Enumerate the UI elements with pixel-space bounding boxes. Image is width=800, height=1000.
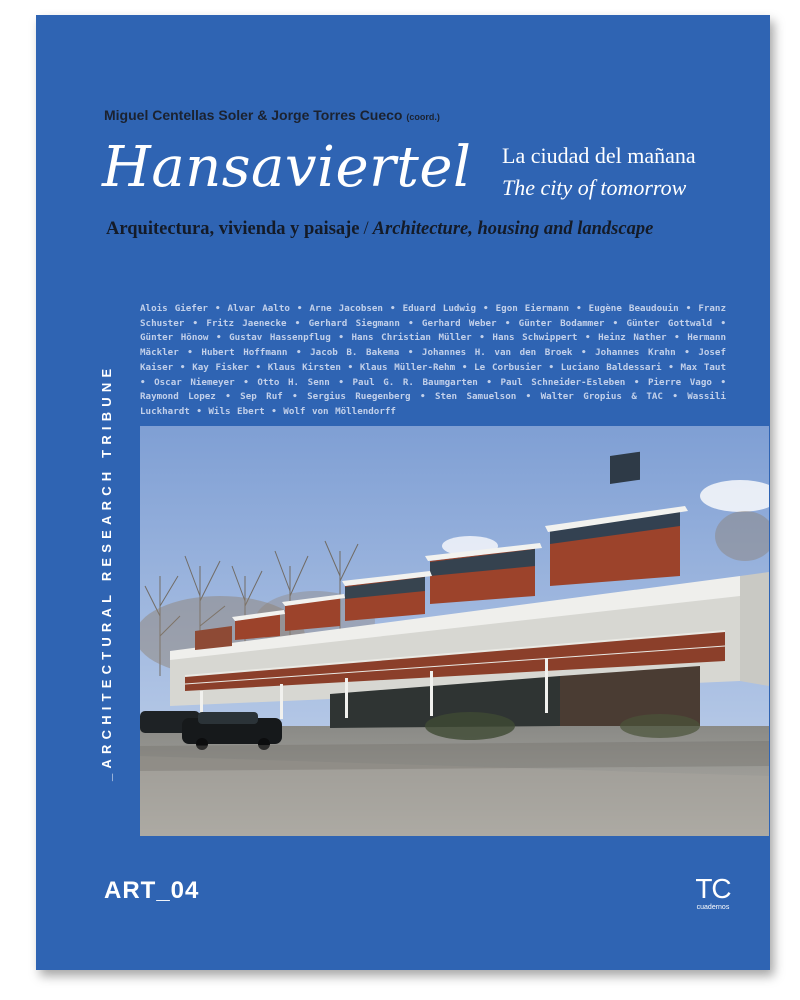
series-number: ART_04 — [104, 877, 200, 904]
vertical-series-label: _ARCHITECTURAL RESEARCH TRIBUNE — [99, 363, 114, 781]
publisher-logo-mark: TC — [695, 873, 731, 904]
publisher-logo-name: cuadernos — [696, 904, 730, 911]
tagline-english: Architecture, housing and landscape — [372, 219, 654, 239]
tagline-spanish: Arquitectura, vivienda y paisaje — [106, 219, 360, 239]
authors-line — [104, 107, 440, 123]
architects-list: Alois Giefer • Alvar Aalto • Arne Jacobsen • Eduard Ludwig • Egon Eiermann • Eugène Beaudouin • Franz Schuster • Fritz Jaenecke • Gerhard Siegmann • Gerhard Weber • Günter Bodammer • Günter Gottwald • Günter Hönow • Gustav Hassenpflug • Hans Christian Müller • Hans Schwippert • Heinz Nather • Hermann Mäckler • Hubert Hoffmann • Jacob B. Bakema • Johannes H. van den Broek • Johannes Krahn • Josef Kaiser • Kay Fisker • Klaus Kirsten • Klaus Müller-Rehm • Le Corbusier • Luciano Baldessari • Max Taut • Oscar Niemeyer • Otto H. Senn • Paul G. R. Baumgarten • Paul Schneider-Esleben • Pierre Vago • Raymond Lopez • Sep Ruf • Sergius Ruegenberg • Sten Samuelson • Walter Gropius & TAC • Wassili Luckhardt • Wils Ebert • Wolf von Möllendorff — [140, 303, 726, 417]
building-photo-illustration — [140, 426, 769, 836]
authors-note: (coord.) — [406, 112, 440, 122]
tagline — [106, 219, 653, 240]
subtitle-english: The city of tomorrow — [502, 175, 687, 200]
cover-photo — [140, 426, 769, 836]
book-cover — [36, 15, 770, 970]
book-title: Hansaviertel — [102, 135, 472, 200]
subtitle-spanish: La ciudad del mañana — [502, 143, 696, 168]
publisher-logo — [690, 875, 736, 912]
authors: Miguel Centellas Soler & Jorge Torres Cueco — [104, 107, 403, 123]
tagline-separator: / — [363, 219, 369, 239]
